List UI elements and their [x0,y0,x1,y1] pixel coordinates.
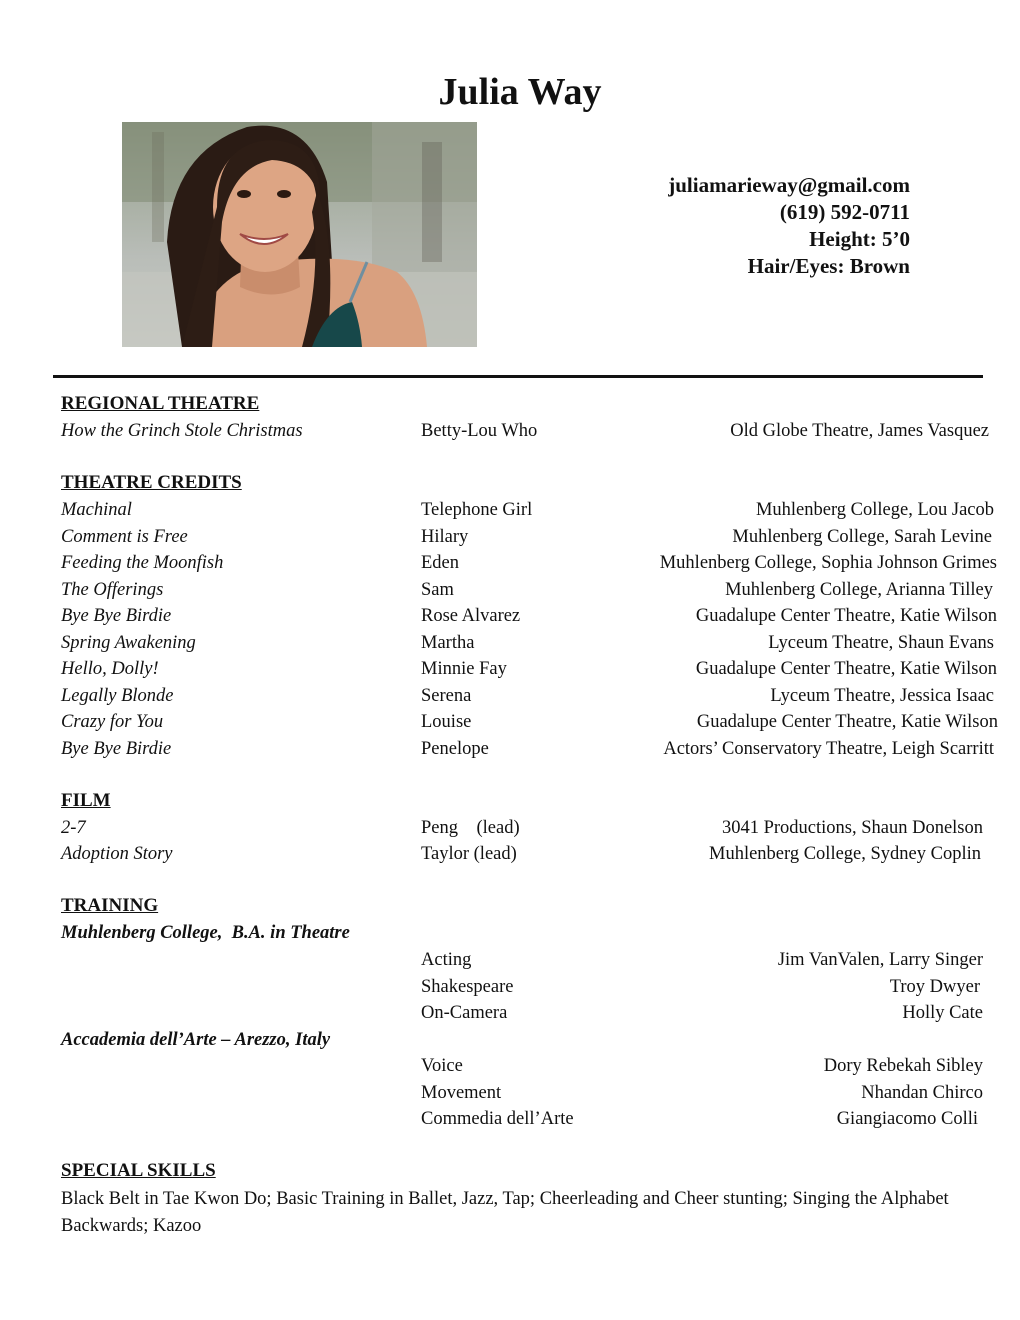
venue-director: Muhlenberg College, Sophia Johnson Grimes [659,553,997,573]
hair-eyes-text: Hair/Eyes: Brown [747,254,910,278]
training-row [0,1000,1020,1026]
school-name: Muhlenberg College, B.A. in Theatre [61,923,350,943]
height-text: Height: 5’0 [809,227,910,251]
divider-line [53,375,983,378]
training-row [0,947,1020,973]
credit-row [0,815,1020,841]
venue-director: Muhlenberg College, Arianna Tilley [725,580,993,600]
class-subject: Shakespeare [421,977,514,997]
role-name: Taylor (lead) [421,844,517,864]
production-director: 3041 Productions, Shaun Donelson [721,818,983,838]
class-teacher: Troy Dwyer [889,977,980,997]
class-subject: Commedia dell’Arte [421,1109,574,1129]
venue-director: Lyceum Theatre, Shaun Evans [768,633,994,653]
credit-row [0,418,1020,444]
email-text: juliamarieway@gmail.com [668,173,910,197]
regional-theatre-heading: REGIONAL THEATRE [61,393,260,414]
credit-row [0,603,1020,629]
venue-director: Guadalupe Center Theatre, Katie Wilson [696,712,998,732]
training-row [0,1053,1020,1079]
class-subject: On-Camera [421,1003,508,1023]
credit-row [0,550,1020,576]
film-heading: FILM [61,790,111,811]
show-title: Bye Bye Birdie [61,739,172,759]
venue-director: Old Globe Theatre, James Vasquez [730,421,989,441]
role-name: Minnie Fay [421,659,507,679]
role-name: Penelope [421,739,489,759]
venue-director: Lyceum Theatre, Jessica Isaac [770,686,994,706]
role-name: Martha [421,633,475,653]
special-skills-heading: SPECIAL SKILLS [61,1160,216,1181]
credit-row [0,736,1020,762]
credit-row [0,630,1020,656]
show-title: The Offerings [61,580,164,600]
training-heading: TRAINING [61,895,159,916]
school-name: Accademia dell’Arte – Arezzo, Italy [61,1030,331,1050]
venue-director: Actors’ Conservatory Theatre, Leigh Scarritt [663,739,994,759]
skills-text: Black Belt in Tae Kwon Do; Basic Training in Ballet, Jazz, Tap; Cheerleading and Cheer stunting; Singing the Alphabet Backwards; Kazoo [61,1189,949,1236]
credit-row [0,524,1020,550]
role-name: Louise [421,712,472,732]
venue-director: Guadalupe Center Theatre, Katie Wilson [695,606,997,626]
show-title: Crazy for You [61,712,164,732]
role-name: Sam [421,580,454,600]
headshot-photo [122,122,477,347]
venue-director: Muhlenberg College, Sarah Levine [732,527,992,547]
role-name: Serena [421,686,472,706]
role-name: Rose Alvarez [421,606,521,626]
training-row [0,1106,1020,1132]
show-title: Machinal [61,500,132,520]
venue-director: Muhlenberg College, Lou Jacob [755,500,994,520]
credit-row [0,656,1020,682]
production-director: Muhlenberg College, Sydney Coplin [709,844,981,864]
actor-name: Julia Way [438,71,602,113]
show-title: How the Grinch Stole Christmas [61,421,303,441]
venue-director: Guadalupe Center Theatre, Katie Wilson [695,659,997,679]
role-name: Betty-Lou Who [421,421,538,441]
credit-row [0,497,1020,523]
class-teacher: Jim VanValen, Larry Singer [777,950,983,970]
role-name: Hilary [421,527,469,547]
training-row [0,974,1020,1000]
class-subject: Movement [421,1083,502,1103]
credit-row [0,841,1020,867]
film-title: 2-7 [61,818,86,838]
class-subject: Acting [421,950,472,970]
training-row [0,1080,1020,1106]
credit-row [0,577,1020,603]
class-teacher: Nhandan Chirco [861,1083,983,1103]
show-title: Legally Blonde [61,686,174,706]
class-subject: Voice [421,1056,463,1076]
class-teacher: Giangiacomo Colli [836,1109,978,1129]
credit-row [0,683,1020,709]
role-name: Eden [421,553,460,573]
role-name: Peng (lead) [421,818,520,838]
film-title: Adoption Story [61,844,173,864]
show-title: Feeding the Moonfish [61,553,224,573]
show-title: Spring Awakening [61,633,196,653]
class-teacher: Holly Cate [902,1003,983,1023]
contact-info [668,172,910,280]
theatre-credits-heading: THEATRE CREDITS [61,472,242,493]
show-title: Bye Bye Birdie [61,606,172,626]
show-title: Hello, Dolly! [61,659,159,679]
credit-row [0,709,1020,735]
show-title: Comment is Free [61,527,188,547]
phone-text: (619) 592-0711 [779,200,910,224]
class-teacher: Dory Rebekah Sibley [823,1056,983,1076]
role-name: Telephone Girl [421,500,533,520]
